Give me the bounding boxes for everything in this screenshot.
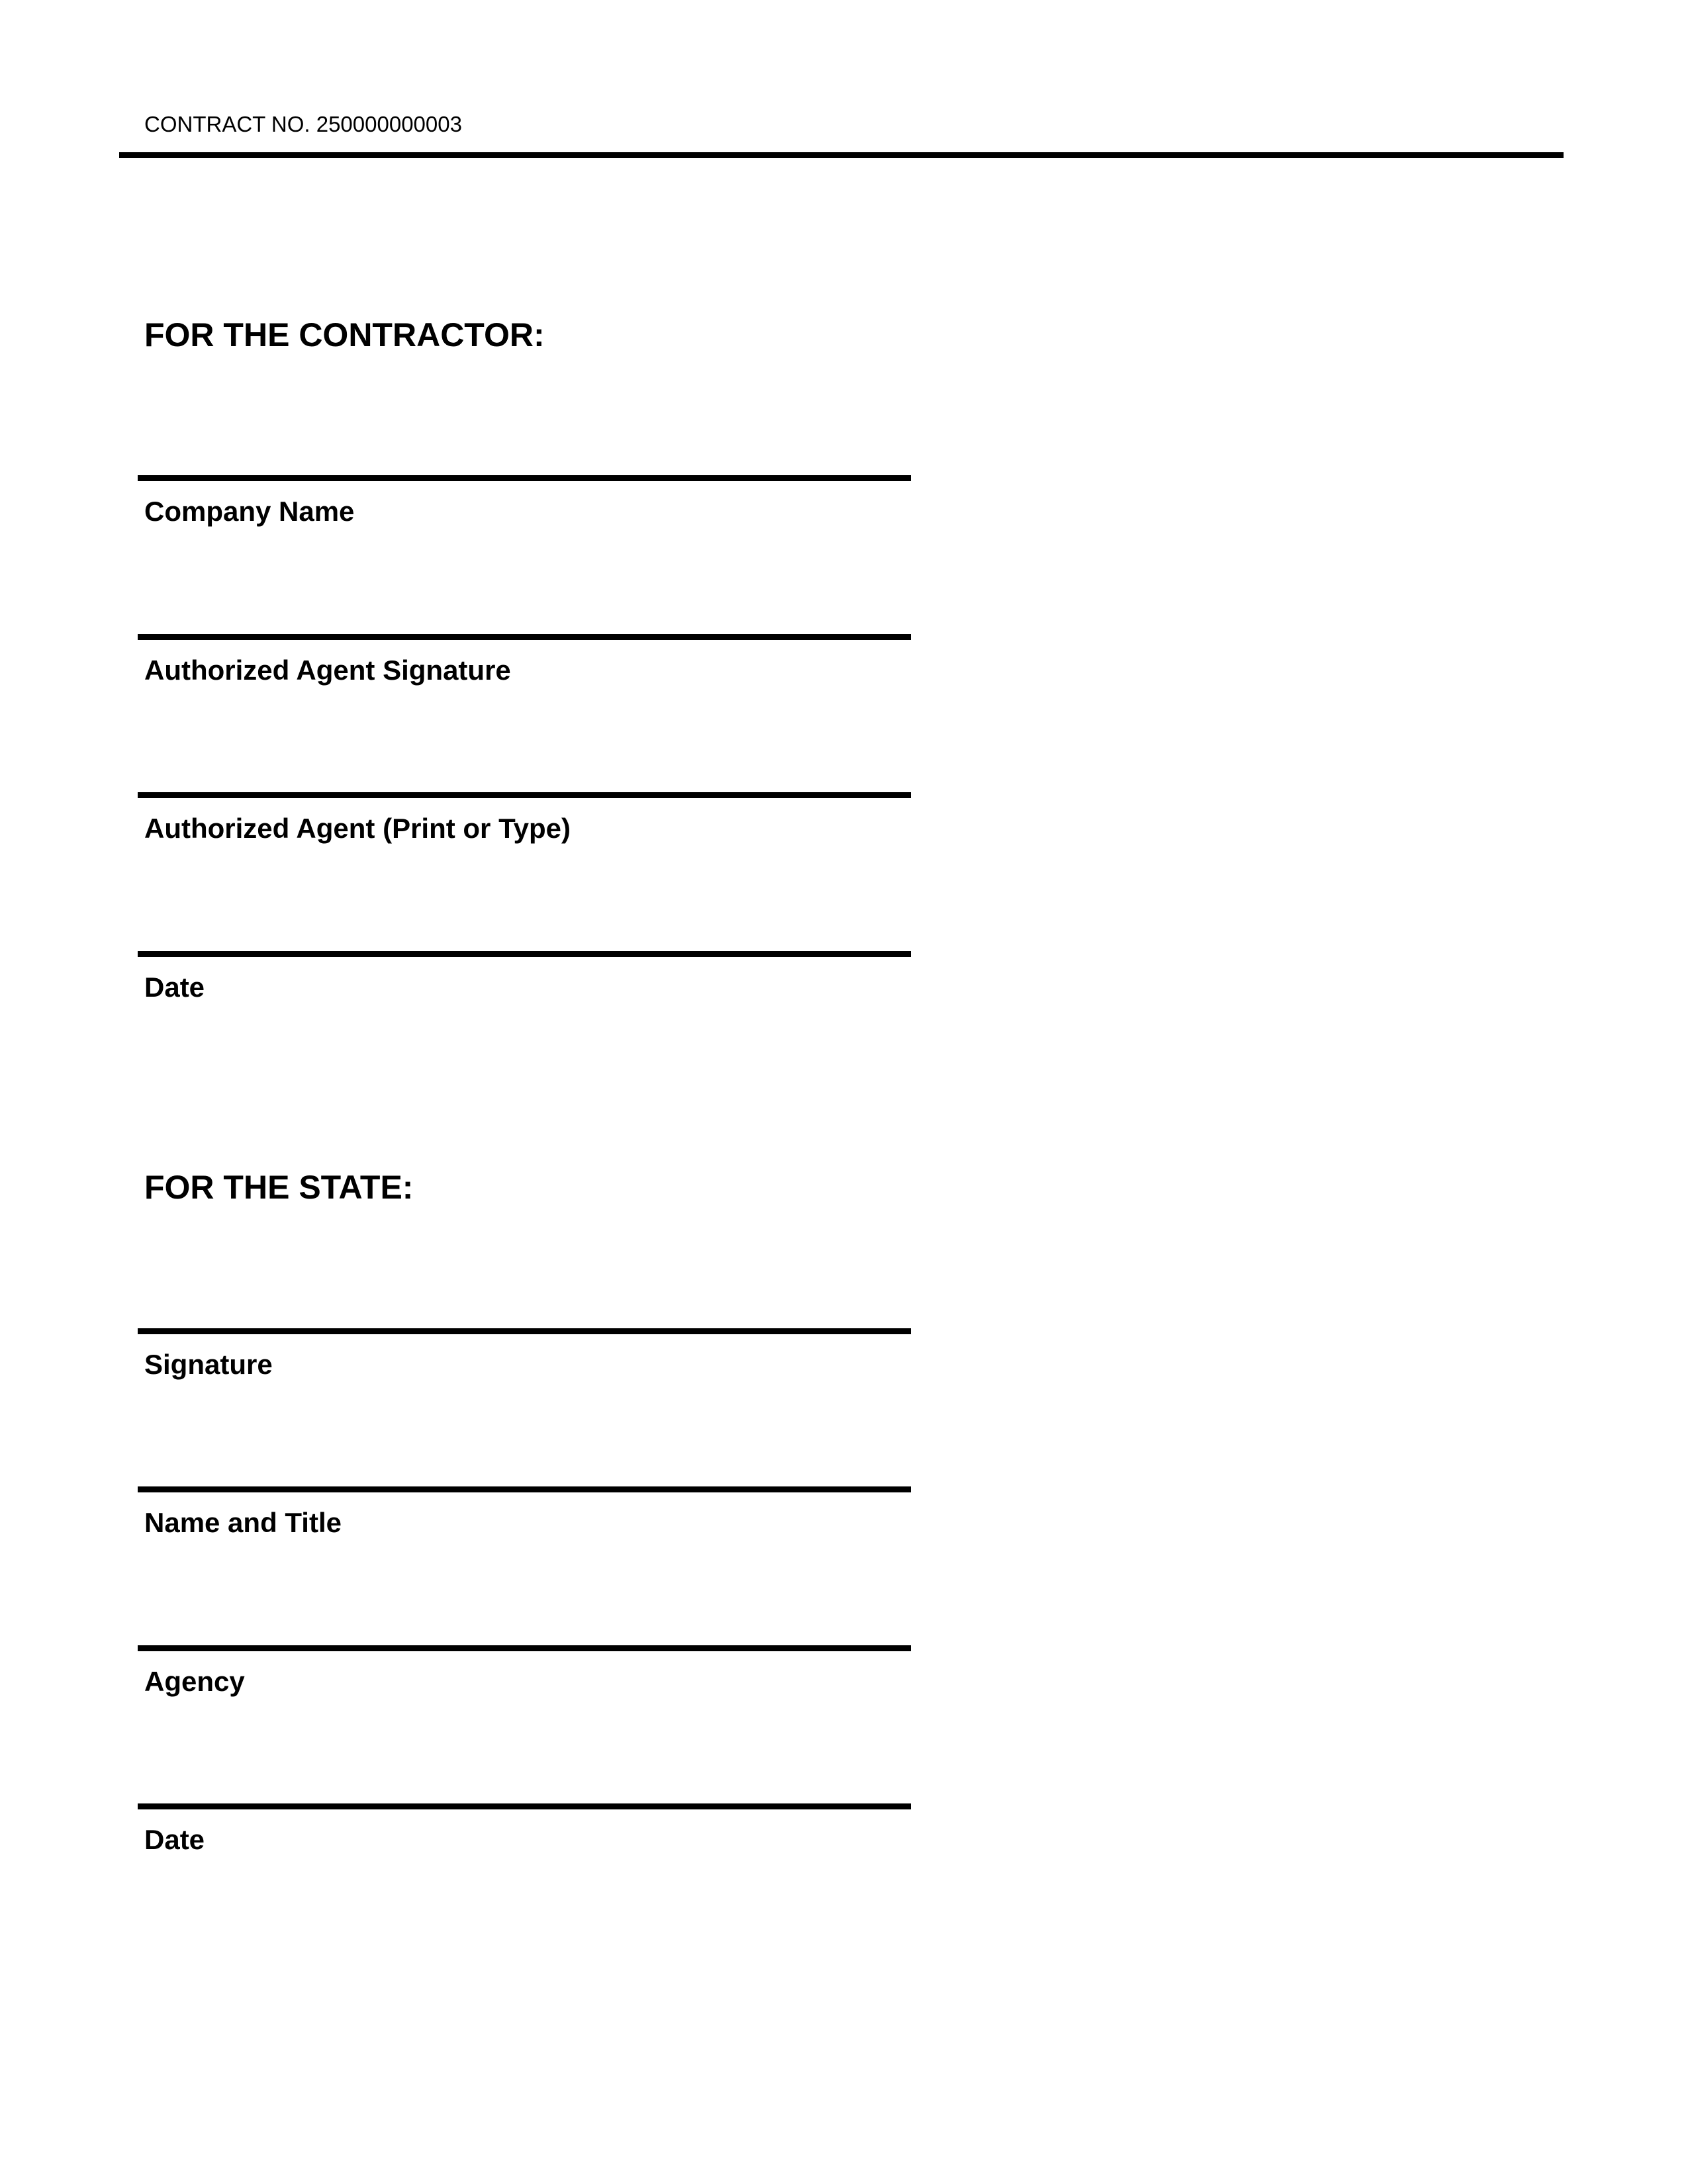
agency-label: Agency (144, 1666, 245, 1697)
name-and-title-line[interactable] (138, 1486, 911, 1492)
state-signature-label: Signature (144, 1349, 273, 1380)
company-name-label: Company Name (144, 496, 355, 527)
name-and-title-label: Name and Title (144, 1507, 342, 1538)
company-name-signature-line[interactable] (138, 475, 911, 481)
state-date-label: Date (144, 1824, 205, 1855)
state-date-line[interactable] (138, 1803, 911, 1809)
contractor-section-heading: FOR THE CONTRACTOR: (144, 316, 545, 353)
authorized-agent-signature-line[interactable] (138, 634, 911, 640)
header-divider (119, 152, 1564, 158)
state-signature-line[interactable] (138, 1328, 911, 1334)
authorized-agent-signature-label: Authorized Agent Signature (144, 655, 511, 686)
contractor-date-line[interactable] (138, 951, 911, 957)
authorized-agent-print-line[interactable] (138, 792, 911, 798)
state-section-heading: FOR THE STATE: (144, 1169, 414, 1206)
agency-line[interactable] (138, 1645, 911, 1651)
contract-number: CONTRACT NO. 250000000003 (144, 112, 462, 136)
contractor-date-label: Date (144, 972, 205, 1003)
authorized-agent-print-label: Authorized Agent (Print or Type) (144, 813, 571, 844)
